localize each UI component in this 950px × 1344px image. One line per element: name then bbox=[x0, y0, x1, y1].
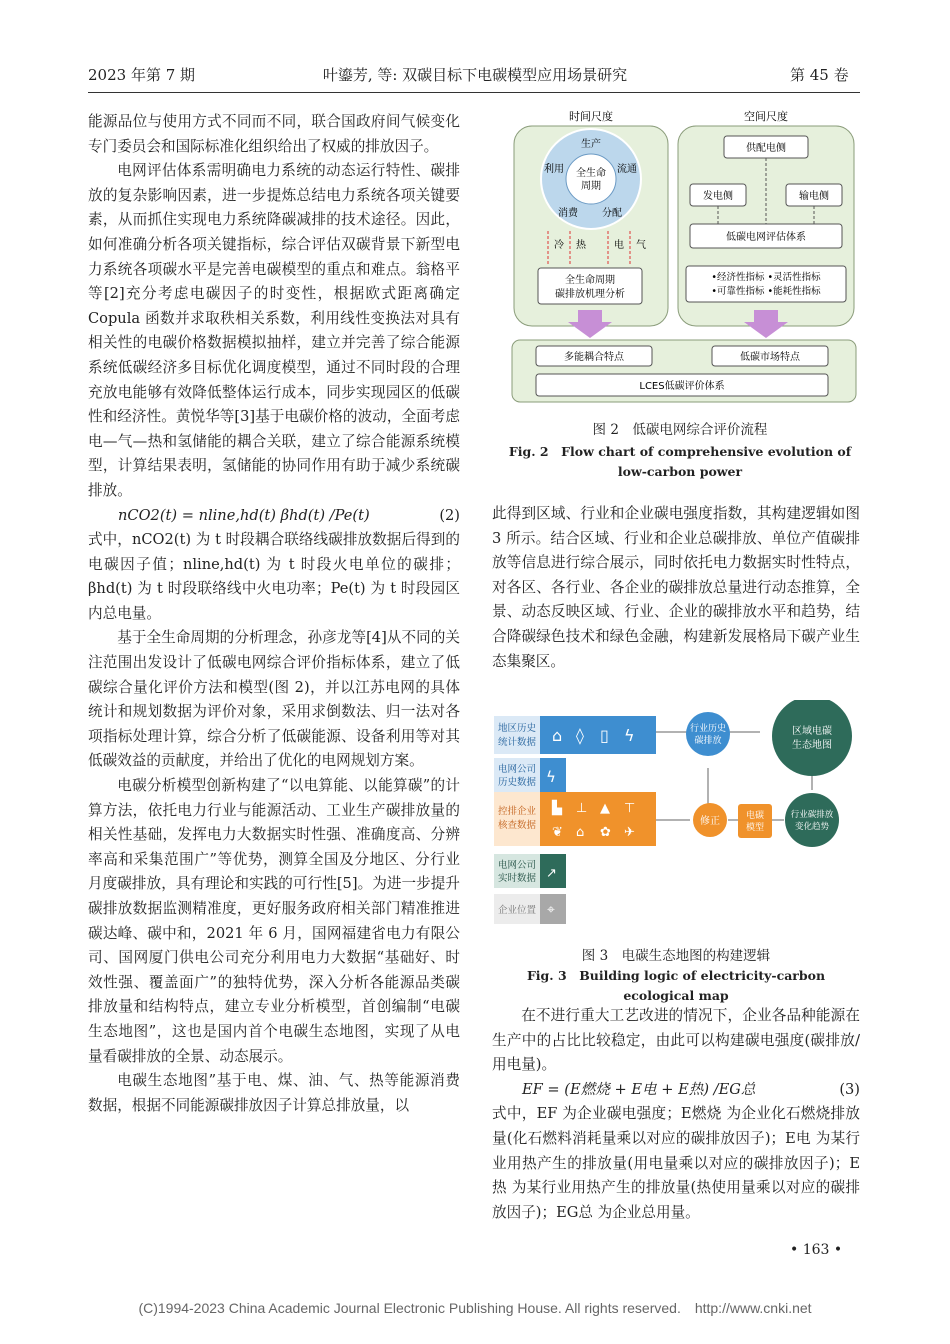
volume-label: 第 45 卷 bbox=[790, 66, 849, 84]
equation-3 bbox=[492, 1078, 860, 1103]
energy-label: 气 bbox=[636, 240, 646, 251]
box-label: 企业位置 bbox=[497, 905, 537, 916]
lifecycle-core bbox=[566, 154, 616, 204]
power-icon: ϟ bbox=[546, 768, 556, 786]
ring-label: 生产 bbox=[581, 139, 601, 150]
energy-label: 热 bbox=[576, 240, 586, 251]
caption-line: Fig. 2 Flow chart of comprehensive evolution of bbox=[508, 444, 852, 459]
indicator-label: •可靠性指标 •能耗性指标 bbox=[711, 286, 821, 297]
paragraph: 在不进行重大工艺改进的情况下，企业各品种能源在生产中的占比比较稳定，由此可以构建碳电强度(碳排放/用电量)。 bbox=[492, 1007, 860, 1074]
equation-number: (3) bbox=[839, 1080, 860, 1098]
industry-trend-node bbox=[785, 793, 839, 847]
node-label: 行业碳排放 bbox=[790, 810, 834, 820]
ring-label: 流通 bbox=[617, 164, 637, 175]
leaf-icon: ❦ bbox=[552, 825, 563, 840]
figure-3 bbox=[494, 700, 860, 932]
space-scale-title: 空间尺度 bbox=[744, 110, 788, 123]
box-label: 电网公司 bbox=[497, 860, 537, 871]
equation-body: EF = (E燃烧 + E电 + E热) /EG总 bbox=[522, 1080, 756, 1098]
node-label: 模型 bbox=[745, 823, 765, 833]
issue-label: 2023 年第 7 期 bbox=[88, 66, 196, 84]
time-scale-title: 时间尺度 bbox=[569, 110, 613, 123]
core-label: 周期 bbox=[581, 181, 601, 192]
box-label: 低碳电网评估体系 bbox=[726, 232, 806, 243]
right-column-bottom bbox=[492, 1004, 860, 1225]
node-label: 区域电碳 bbox=[792, 726, 832, 737]
copyright-footer: (C)1994-2023 China Academic Journal Electronic Publishing House. All rights reserved. http://www.cnki.net bbox=[138, 1300, 812, 1316]
chart-icon: ↗ bbox=[546, 866, 557, 881]
node-label: 变化趋势 bbox=[794, 822, 830, 832]
paragraph: 此得到区域、行业和企业碳电强度指数，其构建逻辑如图 3 所示。结合区域、行业和企业总碳排放、单位产值碳排放等信息进行综合展示，同时依托电力数据实时性特点，对各区、各行业、各企业的碳排放总量进行动态推算，全景、动态反映区域、行业、企业的碳排放水平和趋势，结合降碳绿色技术和绿色金融，构建新发展格局下碳产业生态集聚区。 bbox=[492, 505, 860, 670]
caption-line: low-carbon power bbox=[617, 464, 743, 479]
equation-number: (2) bbox=[439, 506, 460, 524]
box-label: 实时数据 bbox=[497, 873, 537, 884]
figure-2 bbox=[508, 106, 860, 408]
paragraph: 电网评估体系需明确电力系统的动态运行特性、碳排放的复杂影响因素，进一步提炼总结电力系统各项关键要素，从而抓住实现电力系统降碳减排的技术途径。因此，如何准确分析各项关键指标，综合评估双碳背景下新型电力系统各项碳水平是完善电碳模型的重点和难点。翁格平等[2]充分考虑电碳因子的时变性，根据欧式距离确定 Copula 函数并求取秩相关系数，利用线性变换法对具有相关性的电碳价格数据模拟抽样，建立并完善了综合能源系统低碳经济多目标优化调度模型，通过不同时段的合理充放电能够有效降低整体运行成本，同步实现园区的低碳性和经济性。黄悦华等[3]基于电碳价格的波动，全面考虑电—气—热和氢储能的耦合关联，建立了综合能源系统模型，计算结果表明，氢储能的协同作用有助于减少系统碳排放。 bbox=[88, 162, 460, 499]
energy-label: 电 bbox=[614, 240, 624, 251]
box-label: 核查数据 bbox=[497, 820, 537, 831]
right-column-top bbox=[492, 502, 860, 674]
factory-icon: ▙ bbox=[552, 801, 562, 816]
paragraph: 式中，EF 为企业碳电强度；E燃烧 为企业化石燃烧排放量(化石燃料消耗量乘以对应的碳排放因子)；E电 为某行业用热产生的排放量(用电量乘以对应的碳排放因子)；E热 为某行业用热产生的排放量(热使用量乘以对应的碳排放因子)；EG总 为企业总用量。 bbox=[492, 1105, 860, 1221]
paragraph: 式中，nCO2(t) 为 t 时段耦合联络线碳排放数据后得到的电碳因子值；nline,hd(t) 为 t 时段火电单位的碳排；βhd(t) 为 t 时段联络线中火电功率；Pe(t) 为 t 时段园区内总电量。 bbox=[88, 531, 460, 622]
box-label: 地区历史 bbox=[497, 723, 537, 734]
node-label: 行业历史 bbox=[689, 724, 727, 734]
running-title: 叶鎏芳, 等: 双碳目标下电碳模型应用场景研究 bbox=[322, 66, 628, 84]
flame-icon: ◊ bbox=[576, 726, 584, 745]
box-label: 多能耦合特点 bbox=[564, 352, 624, 363]
industry-history-node bbox=[686, 712, 730, 756]
paragraph: 基于全生命周期的分析理念，孙彦龙等[4]从不同的关注范围出发设计了低碳电网综合评价指标体系，建立了低碳综合量化评价方法和模型(图 2)，并以江苏电网的具体统计和规划数据为评价对象，采用求倒数法、归一法对各项指标处理计算，综合分析了低碳能源、设备利用等对其低碳效益的贡献度，并给出了优化的电网规划方案。 bbox=[88, 629, 460, 770]
shop-icon: ⌂ bbox=[576, 825, 585, 840]
label-tab bbox=[494, 716, 540, 754]
crane-icon: ⊤ bbox=[624, 801, 636, 816]
paragraph: 能源品位与使用方式不同而不同，联合国政府间气候变化专门委员会和国际标准化组织给出了权威的排放因子。 bbox=[88, 113, 460, 155]
figure-2-caption-en bbox=[500, 442, 860, 482]
box-label: 电网公司 bbox=[497, 764, 537, 775]
energy-label: 冷 bbox=[554, 240, 564, 251]
location-pin-icon: ⌖ bbox=[547, 902, 555, 918]
regional-map-node bbox=[772, 700, 852, 776]
header-rule bbox=[88, 92, 860, 93]
oil-pump-icon: ⊥ bbox=[576, 801, 588, 816]
box-label: 低碳市场特点 bbox=[740, 352, 800, 363]
building-icon: ⌂ bbox=[552, 726, 563, 745]
ring-label: 消费 bbox=[558, 208, 578, 219]
box-label: 发电侧 bbox=[703, 191, 733, 202]
box-label: 统计数据 bbox=[497, 737, 537, 748]
node-label: 电碳 bbox=[745, 811, 765, 821]
node-label: 生态地图 bbox=[792, 740, 832, 751]
box-label: 供配电侧 bbox=[746, 143, 786, 154]
fuel-icon: ▯ bbox=[600, 726, 609, 745]
box-label: 历史数据 bbox=[497, 777, 537, 788]
label-tab bbox=[494, 792, 540, 846]
figure-2-caption-cn: 图 2 低碳电网综合评价流程 bbox=[592, 422, 768, 438]
equation-2 bbox=[88, 504, 460, 529]
figure-3-caption-en: Fig. 3 Building logic of electricity-carbon ecological map bbox=[526, 968, 826, 1003]
node-label: 碳排放 bbox=[694, 736, 722, 746]
paragraph: 电碳生态地图”基于电、煤、油、气、热等能源消费数据，根据不同能源碳排放因子计算总排放量，以 bbox=[88, 1072, 460, 1114]
ring-label: 分配 bbox=[602, 208, 622, 219]
equation-body: nCO2(t) = nline,hd(t) βhd(t) /Pe(t) bbox=[118, 506, 370, 524]
box-label: 控排企业 bbox=[497, 806, 537, 817]
node-label: 修正 bbox=[700, 816, 720, 827]
box-label: 碳排放机理分析 bbox=[555, 289, 625, 300]
core-label: 全生命 bbox=[576, 168, 606, 179]
left-column bbox=[88, 110, 460, 1118]
indicator-label: •经济性指标 •灵活性指标 bbox=[711, 272, 821, 283]
plane-icon: ✈ bbox=[624, 825, 635, 840]
box-label: 输电侧 bbox=[799, 191, 829, 202]
lightning-icon: ϟ bbox=[624, 726, 635, 745]
box-label: LCES低碳评价体系 bbox=[639, 381, 725, 392]
page-number: • 163 • bbox=[790, 1242, 843, 1258]
figure-3-caption-cn: 图 3 电碳生态地图的构建逻辑 bbox=[581, 948, 771, 964]
lotus-icon: ✿ bbox=[600, 825, 611, 840]
box-label: 全生命周期 bbox=[565, 275, 615, 286]
paragraph: 电碳分析模型创新构建了“以电算能、以能算碳”的计算方法，依托电力行业与能源活动、工业生产碳排放量的相关性基础，发挥电力大数据实时性强、准确度高、分辨率高和采集范围广”等优势，测算全国及分地区、分行业月度碳排放，具有理论和实践的可行性[5]。为进一步提升碳排放数据监测精准度，更好服务政府相关部门精准推进碳达峰、碳中和，2021 年 6 月，国网福建省电力有限公司、国网厦门供电公司充分利用电力大数据“基础好、时效性强、覆盖面广”的独特优势，深入分析各能源品类碳排放量和结构特点，建立专业分析模型，首创编制“电碳生态地图”，这也是国内首个电碳生态地图，实现了从电量看碳排放的全景、动态展示。 bbox=[88, 777, 460, 1065]
industry-icon: ▲ bbox=[600, 801, 610, 816]
ring-label: 利用 bbox=[544, 164, 564, 175]
